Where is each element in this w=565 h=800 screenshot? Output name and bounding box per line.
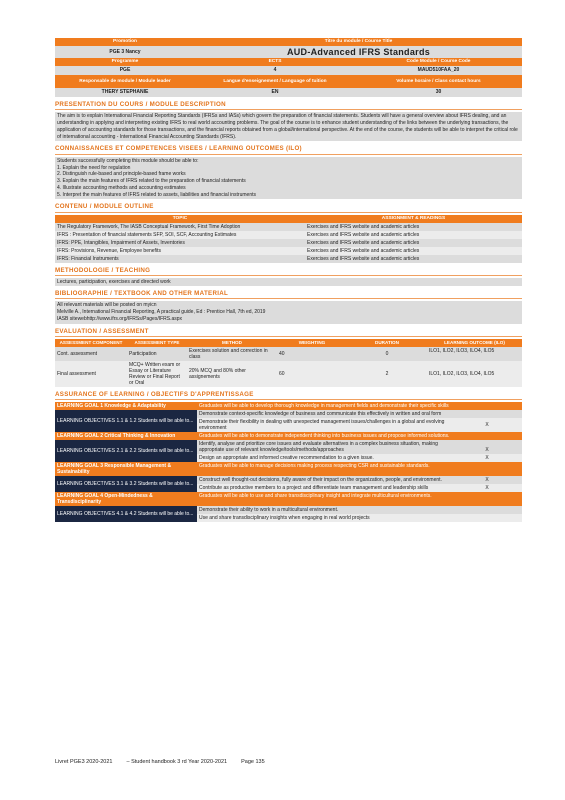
eval-col: LEARNING OUTCOME (ILO) [444, 340, 505, 346]
goal-description: Graduates will be able to develop thorough knowledge in management fields and demonstrate their specific skills [199, 403, 449, 410]
header-row-2 [55, 46, 522, 58]
objective-text: Demonstrate their flexibility in dealing with unexpected management issues/challenges in a global and evolving environment [197, 418, 452, 432]
outline-assign: Exercises and IFRS website and academic articles [307, 255, 420, 262]
ilo-item: 4. Illustrate accounting methods and accounting estimates [57, 184, 186, 191]
course-title: AUD-Advanced IFRS Standards [286, 46, 431, 57]
bibliography-line: IASB sitewebhttp://www.ifrs.org/IFRSs/Pages/IFRS.aspx [57, 315, 183, 322]
ects-label: ECTS [268, 59, 282, 64]
ilo-item: 5. Interpret the main features of IFRS related to assets, liabilities and financial instruments [57, 191, 256, 198]
goal-description: Graduates will be able to manage decisions making process respecting CSR and sustainable standards. [199, 463, 430, 470]
presentation-text: The aim is to explain International Financial Reporting Standards (IFRSs and IASs) which govern the preparation of financial statements. Students will have a general overview about IFRS dealing, and an understanding in applying and interpreting existing IFRS to real world accounting problems. The goal of the course is to enhance student understanding of the links between the underlying transactions, the application of accounting standards for those transactions, and the financial reports obtained from a global/international perspective. At the end of the course, the students will be able to interpret the critical role of international accounting - International Financial Accounting Standards (IFRS). [55, 112, 522, 141]
objective-text: Use and share transdisciplinary insights when engaging in real world projects [197, 514, 452, 522]
objective-row [55, 476, 522, 484]
page-footer [55, 759, 522, 766]
outline-assign: Exercises and IFRS website and academic articles [307, 239, 420, 246]
eval-method: Exercises solution and correction in class [189, 347, 268, 360]
bibliography-heading: BIBLIOGRAPHIE / TEXTBOOK AND OTHER MATERIAL [55, 290, 522, 299]
eval-type: Participation [129, 350, 157, 357]
objective-label: LEARNING OBJECTIVES 2.1 & 2.2 Students will be able to... [55, 440, 197, 462]
outline-topic: IFRS: PPE, Intangibles, Impairment of Assets, Inventories [57, 239, 185, 246]
eval-duration: 2 [385, 370, 389, 377]
goal-row [55, 492, 522, 506]
volume-value: 30 [435, 89, 442, 95]
eval-col: DURATION [375, 340, 399, 346]
code-value: MAUD510FAA_20 [417, 67, 460, 73]
goal-description: Graduates will be able to demonstrate independent thinking into business issues and propose informed solutions. [199, 433, 450, 440]
objective-label: LEARNING OBJECTIVES 4.1 & 4.2 Students will be able to... [55, 506, 197, 522]
bibliography-line: Melville A., International Financial Reporting, A practical guide, Ed : Prentice Hall, 7th ed, 2019 [57, 309, 266, 316]
eval-col: ASSESSMENT TYPE [134, 340, 180, 346]
bibliography-line: All relevant materials will be posted on myicn [57, 302, 157, 309]
bibliography-block [55, 301, 522, 323]
table-row [55, 247, 522, 255]
objective-text: Contribute as productive members to a project and differentiate team management and leadership skills [197, 484, 452, 492]
table-row [55, 255, 522, 263]
footer-page-number: Page 135 [241, 759, 265, 765]
outline-table [55, 215, 522, 263]
objective-mark: X [452, 418, 522, 432]
objective-mark: X [452, 440, 522, 454]
eval-ilo: ILO1, ILO2, ILO3, ILO4, ILO5 [429, 370, 495, 377]
goal-title: LEARNING GOAL 4 Open-Mindedness & Transdisciplinarity [57, 493, 153, 506]
objective-mark: X [452, 454, 522, 462]
presentation-heading: PRESENTATION DU COURS / MODULE DESCRIPTION [55, 101, 522, 110]
outline-assign: Exercises and IFRS website and academic articles [307, 231, 420, 238]
header-row-4 [55, 66, 522, 75]
objective-text: Demonstrate context-specific knowledge of business and communicate this effectively in written and oral form [197, 410, 452, 418]
promotion-value: PGE 3 Nancy [109, 49, 141, 55]
outline-topic: IFRS : Presentation of financial statements SFP, SOI, SCF, Accounting Estimates [57, 231, 237, 238]
ilo-item: 3. Explain the main features of IFRS related to the preparation of financial statements [57, 178, 246, 185]
ilo-intro: Students successfully completing this module should be able to: [57, 157, 199, 164]
objective-mark: X [452, 476, 522, 484]
eval-ilo: ILO1, ILO2, ILO3, ILO4, ILO5 [429, 347, 495, 354]
code-label: Code Module / Course Code [406, 59, 471, 64]
objective-row [55, 506, 522, 514]
eval-type: MCQ+ Written exam or Essay or Literature Review or Final Report or Oral [129, 361, 181, 386]
eval-col: ASSESSMENT COMPONENT [59, 340, 123, 346]
outline-assign: Exercises and IFRS website and academic articles [307, 223, 420, 230]
evaluation-header-row [55, 339, 522, 347]
ilo-item: 1. Explain the need for regulation [57, 164, 131, 171]
outline-col-topic: TOPIC [172, 215, 188, 221]
course-sheet [55, 38, 522, 522]
objective-text: Construct well thought-out decisions, fully aware of their impact on the organization, people, and environment. [197, 476, 452, 484]
objective-row [55, 410, 522, 418]
objective-text: Demonstrate their ability to work in a multicultural environment. [197, 506, 452, 514]
eval-weight: 40 [279, 350, 285, 357]
eval-col: WEIGHTING [298, 340, 326, 346]
programme-value: PGE [119, 67, 131, 73]
outline-topic: The Regulatory Framework, The IASB Conceptual Framework, First Time Adoption [57, 223, 241, 230]
objective-label: LEARNING OBJECTIVES 3.1 & 3.2 Students will be able to... [55, 476, 197, 492]
goal-row [55, 402, 522, 410]
objective-mark [452, 506, 522, 514]
methodology-heading: METHODOLOGIE / TEACHING [55, 267, 522, 276]
table-row [55, 231, 522, 239]
header-row-6 [55, 88, 522, 97]
objective-row [55, 440, 522, 454]
ects-value: 4 [273, 67, 277, 73]
footer-handbook: – Student handbook 3 rd Year 2020-2021 [126, 759, 228, 765]
assurance-heading: ASSURANCE OF LEARNING / OBJECTIFS D'APPRENTISSAGE [55, 391, 522, 400]
methodology-text: Lectures, participation, exercises and directed work [55, 278, 522, 286]
objective-mark: X [452, 484, 522, 492]
outline-header-row [55, 215, 522, 223]
outline-topic: IFRS: Financial Instruments [57, 255, 119, 262]
header-row-5 [55, 75, 522, 88]
header-row-3 [55, 58, 522, 66]
eval-component: Cont. assessment [57, 350, 98, 357]
outline-topic: IFRS: Provisions, Revenue, Employee benefits [57, 247, 161, 254]
eval-weight: 60 [279, 370, 285, 377]
evaluation-heading: EVALUATION / ASSESSMENT [55, 328, 522, 337]
eval-col: METHOD [222, 340, 242, 346]
ilo-item: 2. Distinguish rule-based and principle-based frame works [57, 171, 186, 178]
objective-text: Identify, analyse and prioritize core issues and evaluate alternatives in a complex business situation, making appropriate use of relevant knowledge/tools/methods/approaches [197, 440, 452, 454]
goal-row [55, 432, 522, 440]
goal-title: LEARNING GOAL 3 Responsible Management & Sustainability [57, 463, 172, 476]
goal-description: Graduates will be able to use and share transdisciplinary insight and integrate multicultural environments. [199, 493, 432, 500]
title-label: Titre du module / Course Title [324, 39, 393, 44]
objective-mark [452, 410, 522, 418]
ilo-heading: CONNAISSANCES ET COMPETENCES VISEES / LEARNING OUTCOMES (ILO) [55, 145, 522, 154]
footer-livret: Livret PGE3 2020-2021 [55, 759, 113, 765]
table-row [55, 361, 522, 387]
langue-value: EN [271, 89, 279, 95]
table-row [55, 239, 522, 247]
outline-assign: Exercises and IFRS website and academic articles [307, 247, 420, 254]
eval-component: Final assessment [57, 370, 96, 377]
goal-row [55, 462, 522, 476]
ilo-block [55, 157, 522, 200]
responsable-value: THERY STEPHANIE [101, 89, 149, 95]
eval-duration: 0 [385, 350, 389, 357]
outline-heading: CONTENU / MODULE OUTLINE [55, 203, 522, 212]
responsable-label: Responsable de module / Module leader [79, 78, 171, 84]
programme-label: Programme [111, 59, 139, 64]
volume-label: Volume horaire / Class contact hours [396, 78, 481, 84]
goal-title: LEARNING GOAL 1 Knowledge & Adaptability [57, 403, 166, 410]
objective-label: LEARNING OBJECTIVES 1.1 & 1.2 Students will be able to... [55, 410, 197, 432]
goal-title: LEARNING GOAL 2 Critical Thinking & Innovation [57, 433, 176, 440]
evaluation-table [55, 339, 522, 387]
assurance-table [55, 402, 522, 522]
objective-text: Design an appropriate and informed creative recommendation to a given issue. [197, 454, 452, 462]
table-row [55, 223, 522, 231]
eval-method: 20% MCQ and 80% other assignements [189, 367, 246, 380]
objective-mark [452, 514, 522, 522]
promotion-label: Promotion [113, 39, 137, 44]
table-row [55, 347, 522, 361]
langue-label: Langue d'enseignement / Language of tuition [223, 78, 327, 84]
outline-col-assign: ASSIGNMENT & READINGS [381, 215, 446, 221]
